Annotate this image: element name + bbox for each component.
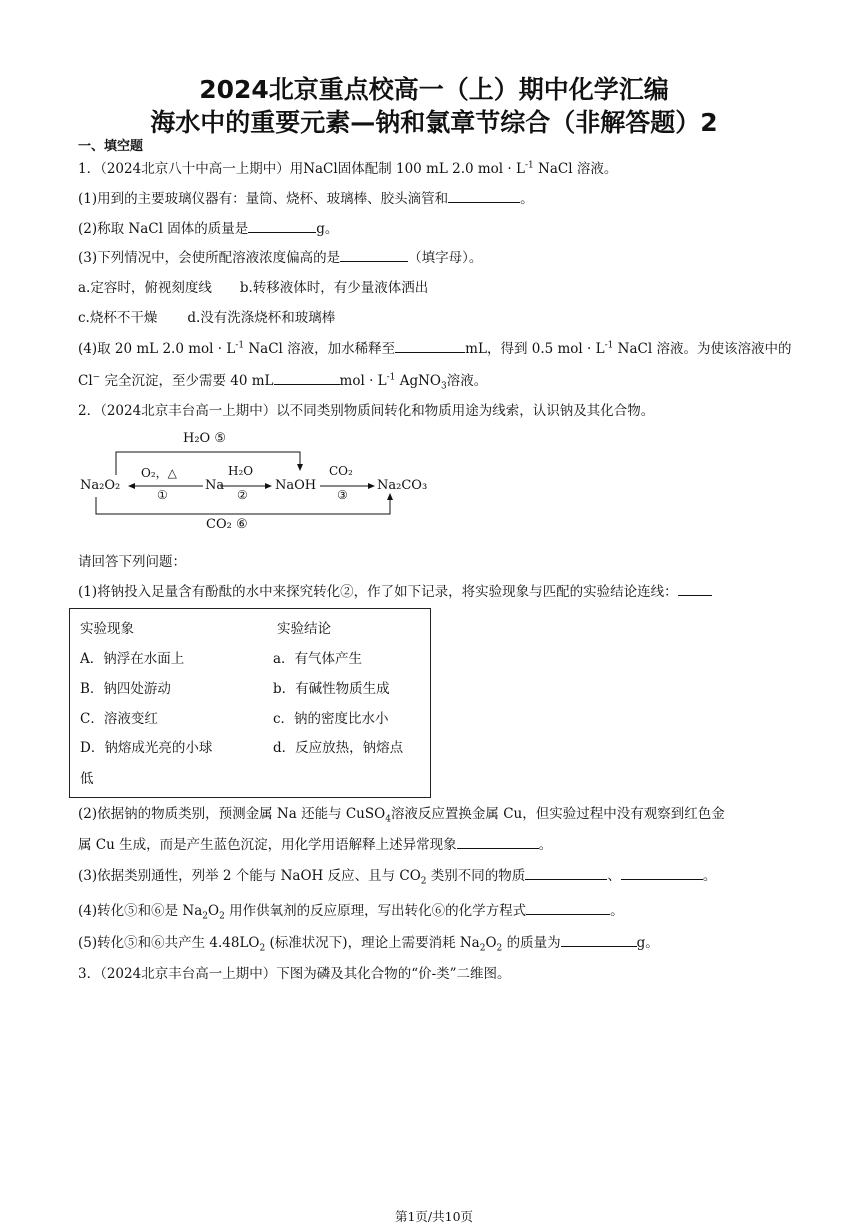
- q1-options-ab: a.定容时，俯视刻度线 b.转移液体时，有少量液体洒出: [78, 280, 429, 296]
- conclusion-d: d．反应放热，钠熔点: [273, 740, 404, 756]
- answer-blank[interactable]: [526, 902, 610, 915]
- reaction2-number: ②: [237, 488, 248, 502]
- document-title-line1: 2024北京重点校高一（上）期中化学汇编: [199, 75, 669, 104]
- q2-part2: (2)依据钠的物质类别，预测金属 Na 还能与 CuSO$_4$溶液反应置换金属 Cu，但实验过程中没有观察到红色金: [78, 806, 725, 825]
- arrowhead: [265, 483, 272, 489]
- answer-blank[interactable]: [448, 190, 520, 203]
- answer-blank[interactable]: [274, 372, 340, 385]
- q3-stem: 3．（2024北京丰台高一上期中）下图为磷及其化合物的“价-类”二维图。: [78, 966, 511, 982]
- answer-blank[interactable]: [457, 836, 539, 849]
- section-heading: 一、填空题: [78, 139, 144, 154]
- document-title-line2: 海水中的重要元素—钠和氯章节综合（非解答题）2: [150, 108, 718, 137]
- phenomenon-C: C．溶液变红: [80, 711, 158, 727]
- table-header-conclusions: 实验结论: [277, 621, 331, 637]
- reaction5-label: H₂O ⑤: [183, 431, 226, 446]
- q1-part2: (2)称取 NaCl 固体的质量是 g。: [78, 221, 339, 237]
- answer-blank[interactable]: [525, 867, 607, 880]
- phenomenon-D: D．钠熔成光亮的小球: [80, 740, 213, 756]
- answer-blank[interactable]: [621, 867, 703, 880]
- phenomenon-A: A．钠浮在水面上: [80, 651, 185, 667]
- answer-blank[interactable]: [395, 340, 465, 353]
- arrowhead: [368, 483, 375, 489]
- reaction3-reagent: CO₂: [329, 464, 353, 478]
- q2-part5: (5)转化⑤和⑥共产生 $4.48LO_2$ (标准状况下)，理论上需要消耗 $Na_2O_2$ 的质量为 g。: [78, 935, 659, 954]
- conclusion-a: a．有气体产生: [273, 651, 363, 667]
- q2-prompt: 请回答下列问题：: [78, 554, 186, 570]
- answer-blank[interactable]: [561, 934, 637, 947]
- reaction1-condition: O₂，△: [141, 466, 177, 480]
- conclusion-c: c．钠的密度比水小: [273, 711, 389, 727]
- q1-part1: (1)用到的主要玻璃仪器有：量筒、烧杯、玻璃棒、胶头滴管和 。: [78, 191, 534, 207]
- compound-na2o2: Na₂O₂: [80, 478, 121, 493]
- arrowhead: [387, 493, 393, 500]
- compound-naoh: NaOH: [275, 478, 317, 493]
- arrowhead: [297, 464, 303, 471]
- answer-blank[interactable]: [340, 249, 408, 262]
- q1-part4-cont: Cl− 完全沉淀，至少需要 40 mL mol · $L^{-1}$ AgNO$_3$溶液。: [78, 372, 488, 392]
- q2-part4: (4)转化⑤和⑥是 $Na_2O_2$ 用作供氧剂的反应原理，写出转化⑥的化学方程式 。: [78, 903, 624, 922]
- q2-part1: (1)将钠投入足量含有酚酞的水中来探究转化②，作了如下记录，将实验现象与匹配的实验结论连线：: [78, 580, 712, 600]
- q2-part3: (3)依据类别通性，列举 2 个能与 NaOH 反应、且与 $CO_2$ 类别不同的物质 、 。: [78, 868, 717, 887]
- reaction2-reagent: H₂O: [228, 464, 254, 478]
- q2-part2-cont: 属 Cu 生成，而是产生蓝色沉淀，用化学用语解释上述异常现象 。: [78, 837, 553, 853]
- answer-blank[interactable]: [678, 583, 712, 596]
- sodium-conversion-diagram: [78, 425, 478, 540]
- compound-na: Na: [205, 478, 225, 493]
- q2-stem: 2．（2024北京丰台高一上期中）以不同类别物质间转化和物质用途为线索，认识钠及其化合物。: [78, 403, 655, 419]
- q1-options-cd: c.烧杯不干燥 d.没有洗涤烧杯和玻璃棒: [78, 310, 336, 326]
- conclusion-d-tail: 低: [80, 771, 94, 787]
- q1-part3: (3)下列情况中，会使所配溶液浓度偏高的是 （填字母）。: [78, 250, 483, 266]
- page-footer: 第1页/共10页: [394, 1209, 474, 1224]
- q1-part4: (4)取 20 mL 2.0 mol · $L^{-1}$ NaCl 溶液，加水稀释至 mL，得到 0.5 mol · $L^{-1}$ NaCl 溶液。为使该溶液中的: [78, 340, 792, 357]
- reaction6-label: CO₂ ⑥: [206, 517, 248, 532]
- phenomenon-B: B．钠四处游动: [80, 681, 171, 697]
- q1-stem: 1．（2024北京八十中高一上期中）用NaCl固体配制 100 mL 2.0 mol · $L^{-1}$ NaCl 溶液。: [78, 160, 618, 177]
- reaction3-number: ③: [337, 488, 348, 502]
- reaction1-number: ①: [157, 488, 168, 502]
- table-header-phenomena: 实验现象: [80, 621, 134, 637]
- conclusion-b: b．有碱性物质生成: [273, 681, 390, 697]
- matching-table: [69, 608, 431, 798]
- arrowhead: [128, 483, 135, 489]
- answer-blank[interactable]: [248, 220, 316, 233]
- compound-na2co3: Na₂CO₃: [377, 478, 428, 493]
